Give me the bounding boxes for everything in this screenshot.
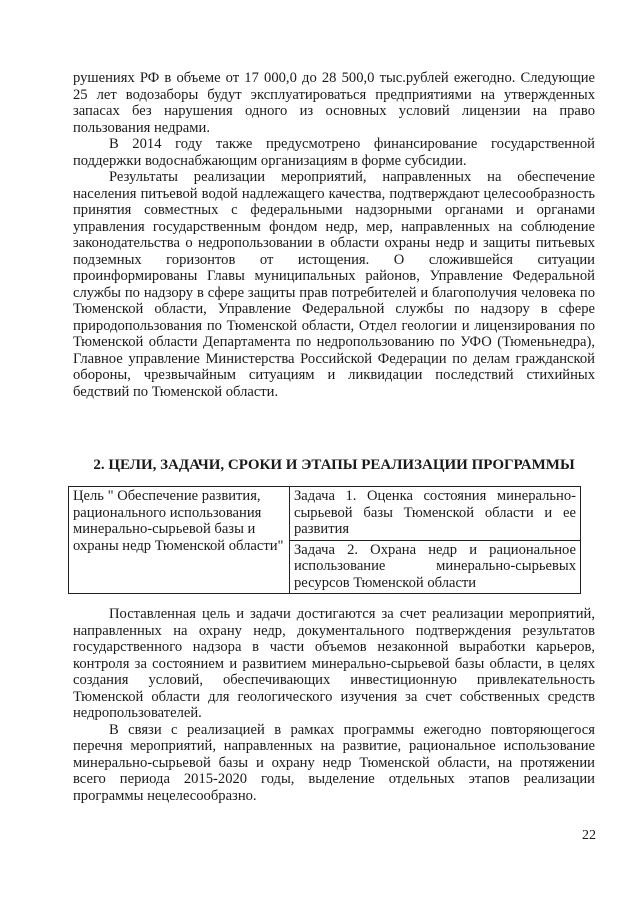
section-heading: 2. ЦЕЛИ, ЗАДАЧИ, СРОКИ И ЭТАПЫ РЕАЛИЗАЦИИ ПРОГРАММЫ xyxy=(93,457,575,473)
task-cell-1: Задача 1. Оценка состояния минерально-сырьевой базы Тюменской области и ее развития xyxy=(290,487,581,541)
goal-cell: Цель " Обеспечение развития, рационального использования минерально-сырьевой базы и охраны недр Тюменской области" xyxy=(69,487,290,594)
goals-tasks-table xyxy=(68,486,581,594)
task-cell-2: Задача 2. Охрана недр и рациональное использование минерально-сырьевых ресурсов Тюменской области xyxy=(290,540,581,594)
paragraph-stages: В связи с реализацией в рамках программы ежегодно повторяющегося перечня мероприятий, направленных на развитие, рациональное использование минерально-сырьевой базы и охрану недр Тюменской области, на протяжении всего периода 2015-2020 годы, выделение отдельных этапов реализации программы нецелесообразно. xyxy=(73,721,595,804)
text-block-bottom xyxy=(73,606,595,804)
paragraph-results: Результаты реализации мероприятий, направленных на обеспечение населения питьевой водой надлежащего качества, подтверждают целесообразность принятия совместных с федеральными надзорными органами и органами управления государственным фондом недр, мер, направленных на соблюдение законодательства о недропользовании в области охраны недр и защиты питьевых подземных горизонтов от истощения. О сложившейся ситуации проинформированы Главы муниципальных районов, Управление Федеральной службы по надзору в сфере защиты прав потребителей и благополучия человека по Тюменской области, Управление Федеральной службы по надзору в сфере природопользования по Тюменской области, Отдел геологии и лицензирования по Тюменской области Департамента по недропользованию по УФО (Тюменьнедра), Главное управление Министерства Российской Федерации по делам гражданской обороны, чрезвычайным ситуациям и ликвидации последствий стихийных бедствий по Тюменской области. xyxy=(73,169,595,400)
table-row xyxy=(69,487,581,541)
page-number: 22 xyxy=(582,828,596,843)
paragraph-subsidy: В 2014 году также предусмотрено финансирование государственной поддержки водоснабжающим организациям в форме субсидии. xyxy=(73,136,595,169)
paragraph-continuation: рушениях РФ в объеме от 17 000,0 до 28 500,0 тыс.рублей ежегодно. Следующие 25 лет водозаборы будут эксплуатироваться предприятиями на утвержденных запасах без нарушения одного из основных условий лицензии на право пользования недрами. xyxy=(73,70,595,136)
paragraph-goals-achieved: Поставленная цель и задачи достигаются за счет реализации мероприятий, направленных на охрану недр, документального подтверждения результатов государственного надзора в части объемов незаконной выработки карьеров, контроля за состоянием и развитием минерально-сырьевой базы области, в целях создания условий, обеспечивающих инвестиционную привлекательность Тюменской области для геологического изучения за счет собственных средств недропользователей. xyxy=(73,606,595,721)
text-block-top xyxy=(73,70,595,400)
